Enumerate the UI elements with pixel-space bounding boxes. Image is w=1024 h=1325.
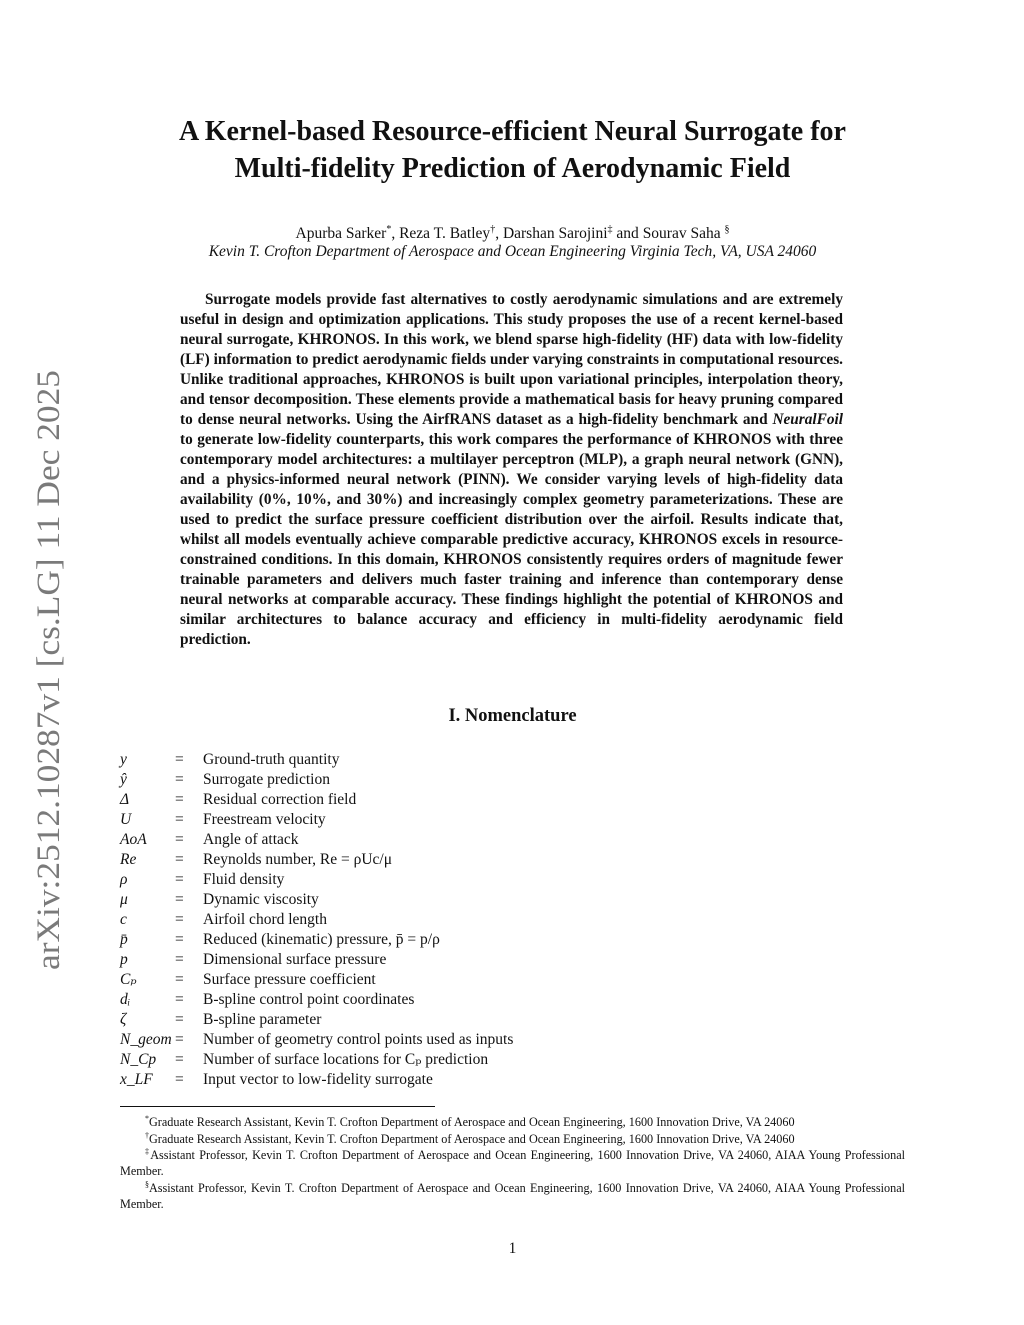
footnote: §Assistant Professor, Kevin T. Crofton Department of Aerospace and Ocean Engineering, 1600 Innovation Drive, VA 24060, AIAA Young Professional Member.	[120, 1180, 905, 1212]
nomenclature-row	[120, 1030, 513, 1050]
nomenclature-description: Ground-truth quantity	[203, 751, 340, 768]
nomenclature-row	[120, 910, 513, 930]
section-heading: I. Nomenclature	[448, 706, 577, 726]
nomenclature-row	[120, 930, 513, 950]
title-line-1: A Kernel-based Resource-efficient Neural Surrogate for	[179, 116, 846, 147]
nomenclature-row	[120, 890, 513, 910]
equals-sign: =	[175, 931, 184, 948]
nomenclature-row	[120, 770, 513, 790]
author-mark: ‡	[607, 224, 613, 235]
nomenclature-row	[120, 830, 513, 850]
nomenclature-description: Freestream velocity	[203, 811, 326, 828]
nomenclature-row	[120, 850, 513, 870]
nomenclature-row	[120, 790, 513, 810]
equals-sign: =	[175, 1051, 184, 1068]
nomenclature-description: Surface pressure coefficient	[203, 971, 376, 988]
equals-sign: =	[175, 791, 184, 808]
author-name: Apurba Sarker	[295, 225, 387, 243]
equals-sign: =	[175, 891, 184, 908]
nomenclature-symbol: p̄	[120, 931, 128, 948]
equals-sign: =	[175, 831, 184, 848]
nomenclature-description: Airfoil chord length	[203, 911, 327, 928]
nomenclature-description: Dynamic viscosity	[203, 891, 319, 908]
nomenclature-symbol: c	[120, 911, 127, 928]
nomenclature-description: B-spline parameter	[203, 1011, 322, 1028]
affiliation: Kevin T. Crofton Department of Aerospace and Ocean Engineering Virginia Tech, VA, USA 24060	[208, 243, 817, 260]
equals-sign: =	[175, 951, 184, 968]
nomenclature-description: Input vector to low-fidelity surrogate	[203, 1071, 433, 1088]
equals-sign: =	[175, 1011, 184, 1028]
footnote-rule	[120, 1106, 435, 1107]
nomenclature-row	[120, 970, 513, 990]
equals-sign: =	[175, 771, 184, 788]
paper-title	[120, 113, 905, 187]
nomenclature-symbol: ρ	[120, 871, 128, 888]
equals-sign: =	[175, 911, 184, 928]
author-name: Reza T. Batley	[399, 225, 491, 243]
footnote: †Graduate Research Assistant, Kevin T. Crofton Department of Aerospace and Ocean Engineering, 1600 Innovation Drive, VA 24060	[145, 1131, 795, 1147]
nomenclature-symbol: Δ	[120, 791, 130, 808]
nomenclature-symbol: N_geom	[120, 1031, 172, 1048]
author-name: Darshan Sarojini	[502, 225, 608, 243]
abstract-text-1: Surrogate models provide fast alternatives to costly aerodynamic simulations and are extremely useful in design and optimization applications. This study proposes the use of a recent kernel-based neural surrogate, KHRONOS. In this work, we blend sparse high-fidelity (HF) data with low-fidelity (LF) information to predict aerodynamic fields under varying constraints in computational resources. Unlike traditional approaches, KHRONOS is built upon variational principles, interpolation theory, and tensor decomposition. These elements provide a mathematical basis for heavy pruning compared to dense neural networks. Using the AirfRANS dataset as a high-fidelity benchmark and	[180, 291, 843, 428]
author-mark: *	[386, 224, 392, 235]
author-mark: §	[724, 224, 730, 235]
nomenclature-symbol: Re	[120, 851, 137, 868]
nomenclature-list	[120, 750, 513, 1090]
equals-sign: =	[175, 871, 184, 888]
equals-sign: =	[175, 811, 184, 828]
nomenclature-symbol: ζ	[120, 1011, 127, 1028]
nomenclature-row	[120, 990, 513, 1010]
page-number: 1	[508, 1240, 517, 1257]
equals-sign: =	[175, 851, 184, 868]
equals-sign: =	[175, 991, 184, 1008]
nomenclature-row	[120, 1070, 513, 1090]
nomenclature-row	[120, 950, 513, 970]
nomenclature-symbol: Cₚ	[120, 971, 137, 988]
title-line-2: Multi-fidelity Prediction of Aerodynamic Field	[234, 153, 791, 184]
nomenclature-symbol: x_LF	[120, 1071, 153, 1088]
nomenclature-description: Reduced (kinematic) pressure, p̄ = p/ρ	[203, 931, 440, 948]
nomenclature-row	[120, 870, 513, 890]
equals-sign: =	[175, 1031, 184, 1048]
nomenclature-symbol: U	[120, 811, 132, 828]
nomenclature-description: Number of geometry control points used as inputs	[203, 1031, 514, 1048]
nomenclature-symbol: ŷ	[120, 771, 127, 788]
nomenclature-symbol: dᵢ	[120, 991, 131, 1008]
nomenclature-symbol: y	[120, 751, 127, 768]
equals-sign: =	[175, 971, 184, 988]
abstract	[180, 290, 843, 650]
nomenclature-symbol: μ	[120, 891, 128, 908]
arxiv-stamp	[11, 360, 75, 980]
nomenclature-symbol: N_Cp	[120, 1051, 157, 1068]
author-mark: †	[490, 224, 496, 235]
nomenclature-description: Reynolds number, Re = ρUc/μ	[203, 851, 393, 868]
nomenclature-description: Surrogate prediction	[203, 771, 330, 788]
nomenclature-row	[120, 1050, 513, 1070]
nomenclature-symbol: AoA	[120, 831, 147, 848]
nomenclature-row	[120, 750, 513, 770]
nomenclature-description: Fluid density	[203, 871, 285, 888]
nomenclature-symbol: p	[120, 951, 128, 968]
abstract-italic: NeuralFoil	[772, 411, 843, 428]
arxiv-identifier: arXiv:2512.10287v1 [cs.LG] 11 Dec 2025	[31, 410, 67, 970]
nomenclature-description: Residual correction field	[203, 791, 357, 808]
footnote: ‡Assistant Professor, Kevin T. Crofton Department of Aerospace and Ocean Engineering, 1600 Innovation Drive, VA 24060, AIAA Young Professional Member.	[120, 1147, 905, 1179]
nomenclature-description: B-spline control point coordinates	[203, 991, 415, 1008]
abstract-text-2: to generate low-fidelity counterparts, this work compares the performance of KHRONOS with three contemporary model architectures: a multilayer perceptron (MLP), a graph neural network (GNN), and a physics-informed neural network (PINN). We consider varying levels of high-fidelity data availability (0%, 10%, and 30%) and increasingly complex geometry parameterizations. These are used to predict the surface pressure coefficient distribution over the airfoil. Results indicate that, whilst all models eventually achieve comparable predictive accuracy, KHRONOS excels in resource-constrained conditions. In this domain, KHRONOS consistently requires orders of magnitude fewer trainable parameters and delivers much faster training and inference than contemporary dense neural networks at comparable accuracy. These findings highlight the potential of KHRONOS and similar architectures to balance accuracy and efficiency in multi-fidelity aerodynamic field prediction.	[180, 431, 843, 648]
nomenclature-description: Angle of attack	[203, 831, 299, 848]
nomenclature-description: Number of surface locations for Cₚ prediction	[203, 1051, 489, 1068]
equals-sign: =	[175, 751, 184, 768]
author-name: Sourav Saha	[642, 225, 725, 243]
equals-sign: =	[175, 1071, 184, 1088]
nomenclature-row	[120, 810, 513, 830]
nomenclature-description: Dimensional surface pressure	[203, 951, 387, 968]
nomenclature-row	[120, 1010, 513, 1030]
footnote: *Graduate Research Assistant, Kevin T. Crofton Department of Aerospace and Ocean Engineering, 1600 Innovation Drive, VA 24060	[145, 1114, 795, 1130]
author-list: Apurba Sarker*, Reza T. Batley†, Darshan Sarojini‡ and Sourav Saha §	[295, 224, 730, 243]
